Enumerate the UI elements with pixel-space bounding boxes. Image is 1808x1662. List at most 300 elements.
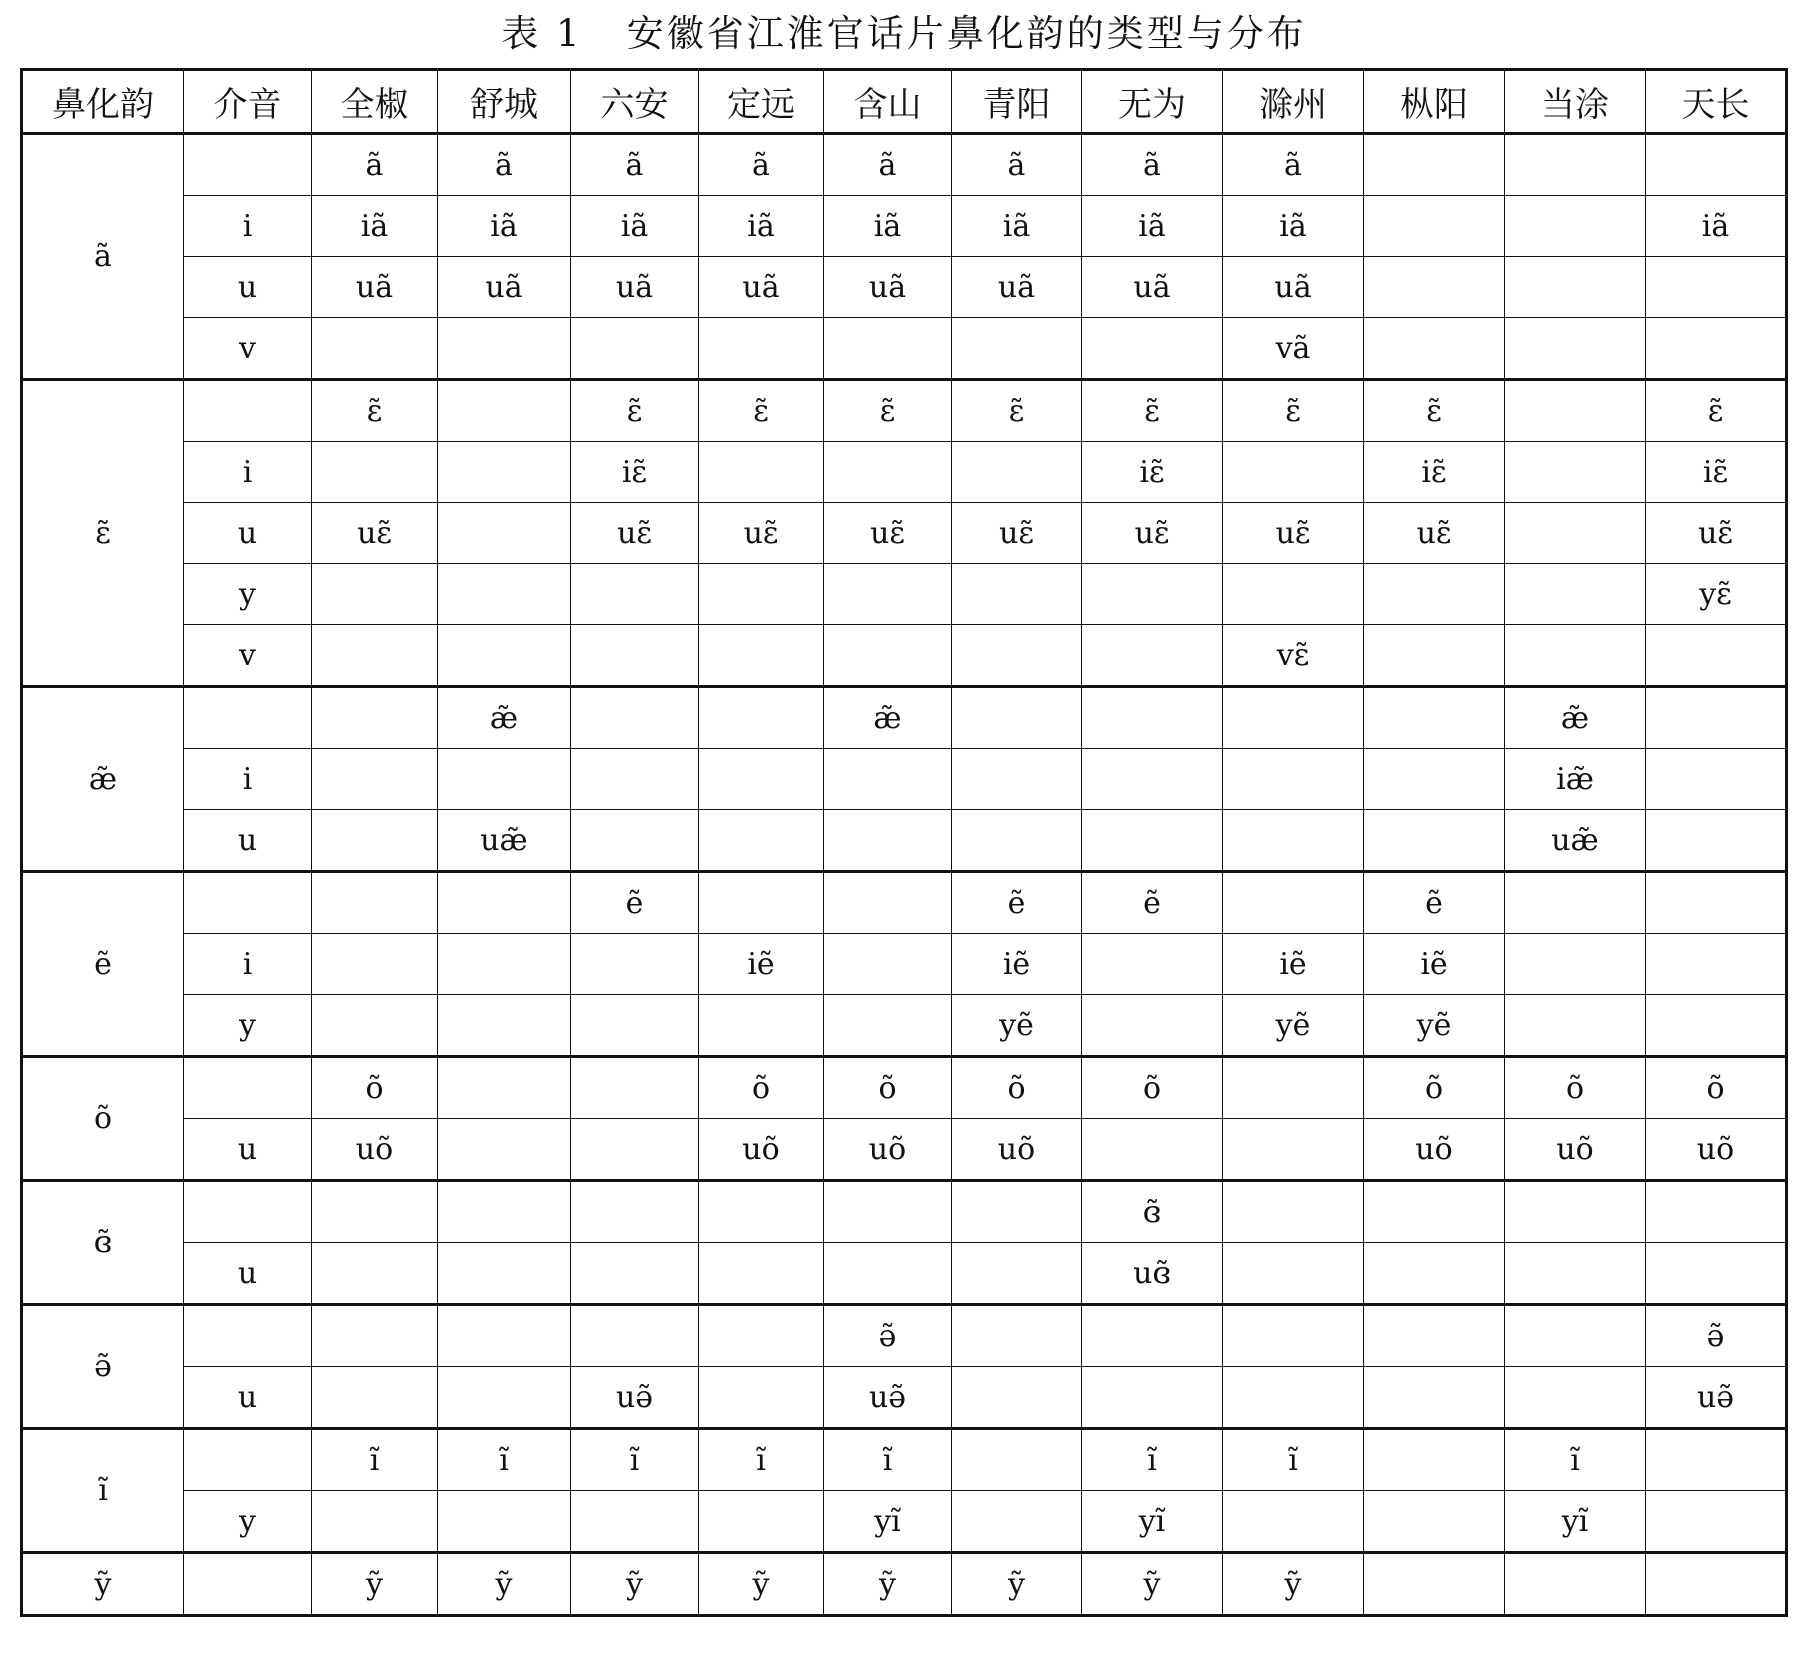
table-cell: yĩ — [1505, 1491, 1646, 1553]
table-cell: iã — [571, 196, 699, 257]
table-cell — [1505, 380, 1646, 442]
table-cell: yẽ — [952, 995, 1082, 1057]
nasal-final-label: ẽ — [22, 872, 184, 1057]
table-cell — [1364, 1181, 1505, 1243]
nasal-final-label: æ̃ — [22, 687, 184, 872]
table-cell: ỹ — [699, 1553, 824, 1616]
table-cell: uã — [1223, 257, 1364, 318]
table-cell — [438, 1181, 571, 1243]
table-cell — [1505, 1181, 1646, 1243]
table-cell: uõ — [312, 1119, 438, 1181]
table-cell — [1223, 1243, 1364, 1305]
table-cell — [952, 1429, 1082, 1491]
table-cell — [312, 1367, 438, 1429]
table-cell — [1082, 687, 1223, 749]
table-cell: ɛ̃ — [1364, 380, 1505, 442]
table-cell: ɛ̃ — [1082, 380, 1223, 442]
table-cell — [1082, 625, 1223, 687]
table-row — [22, 442, 1787, 503]
table-cell: uõ — [1505, 1119, 1646, 1181]
table-cell — [699, 810, 824, 872]
table-cell — [1646, 1553, 1787, 1616]
table-cell — [312, 625, 438, 687]
medial-cell — [184, 1057, 312, 1119]
table-cell — [312, 872, 438, 934]
table-row — [22, 1367, 1787, 1429]
table-cell — [699, 1181, 824, 1243]
table-cell: õ — [1082, 1057, 1223, 1119]
table-cell: ɛ̃ — [312, 380, 438, 442]
table-cell: yẽ — [1223, 995, 1364, 1057]
table-cell — [824, 749, 952, 810]
table-cell — [312, 1243, 438, 1305]
table-header-row — [22, 70, 1787, 134]
medial-cell: v — [184, 318, 312, 380]
table-cell: iã — [699, 196, 824, 257]
table-cell: uã — [699, 257, 824, 318]
table-cell — [824, 1181, 952, 1243]
table-cell: uã — [312, 257, 438, 318]
table-cell: uã — [824, 257, 952, 318]
table-row — [22, 1057, 1787, 1119]
table-cell — [1223, 442, 1364, 503]
medial-cell — [184, 1429, 312, 1491]
table-cell: ã — [1082, 134, 1223, 196]
table-cell: uõ — [824, 1119, 952, 1181]
table-cell: ỹ — [824, 1553, 952, 1616]
table-cell — [1364, 1553, 1505, 1616]
table-cell — [699, 687, 824, 749]
table-cell: ã — [438, 134, 571, 196]
table-cell — [571, 1243, 699, 1305]
table-cell — [699, 564, 824, 625]
table-cell — [438, 564, 571, 625]
table-cell: iæ̃ — [1505, 749, 1646, 810]
table-cell: iẽ — [1364, 934, 1505, 995]
table-cell — [1223, 1491, 1364, 1553]
table-cell: ẽ — [571, 872, 699, 934]
table-cell: ĩ — [1082, 1429, 1223, 1491]
nasal-final-label: ã — [22, 134, 184, 380]
table-row — [22, 503, 1787, 564]
table-cell — [699, 1305, 824, 1367]
table-cell — [1082, 318, 1223, 380]
table-cell — [1505, 503, 1646, 564]
table-cell — [438, 934, 571, 995]
table-cell: uɞ̃ — [1082, 1243, 1223, 1305]
table-cell — [824, 318, 952, 380]
table-cell — [824, 810, 952, 872]
table-row — [22, 564, 1787, 625]
table-cell — [571, 810, 699, 872]
table-cell — [1505, 257, 1646, 318]
table-cell: ĩ — [824, 1429, 952, 1491]
table-cell: iã — [824, 196, 952, 257]
table-cell — [312, 318, 438, 380]
table-cell: ẽ — [1364, 872, 1505, 934]
table-cell: uæ̃ — [438, 810, 571, 872]
table-cell: uõ — [699, 1119, 824, 1181]
table-cell: ɛ̃ — [571, 380, 699, 442]
table-cell — [1364, 687, 1505, 749]
table-cell — [1646, 257, 1787, 318]
table-cell: uɛ̃ — [312, 503, 438, 564]
table-cell: iã — [312, 196, 438, 257]
nasal-final-label: ĩ — [22, 1429, 184, 1553]
table-cell — [312, 934, 438, 995]
header-dialect: 枞阳 — [1364, 70, 1505, 134]
table-cell — [1646, 318, 1787, 380]
table-cell — [1364, 1367, 1505, 1429]
table-cell — [1505, 442, 1646, 503]
header-dialect: 天长 — [1646, 70, 1787, 134]
table-cell: õ — [1646, 1057, 1787, 1119]
table-cell — [699, 1367, 824, 1429]
table-cell — [952, 442, 1082, 503]
table-cell — [1082, 1119, 1223, 1181]
table-cell — [1505, 995, 1646, 1057]
table-cell: iɛ̃ — [1364, 442, 1505, 503]
table-cell — [1223, 564, 1364, 625]
table-cell: uɛ̃ — [699, 503, 824, 564]
table-cell — [1646, 687, 1787, 749]
table-cell: ĩ — [1223, 1429, 1364, 1491]
table-cell — [824, 564, 952, 625]
table-cell: uɛ̃ — [1364, 503, 1505, 564]
table-cell — [699, 1491, 824, 1553]
table-cell — [952, 318, 1082, 380]
table-cell — [571, 1305, 699, 1367]
table-cell: ỹ — [438, 1553, 571, 1616]
table-cell: uɛ̃ — [1082, 503, 1223, 564]
table-cell: ã — [824, 134, 952, 196]
header-medial: 介音 — [184, 70, 312, 134]
table-cell — [438, 1491, 571, 1553]
medial-cell — [184, 1181, 312, 1243]
table-cell — [571, 934, 699, 995]
table-cell: õ — [1505, 1057, 1646, 1119]
table-cell: ɛ̃ — [1223, 380, 1364, 442]
table-cell — [571, 1057, 699, 1119]
table-row — [22, 318, 1787, 380]
table-cell: iã — [1646, 196, 1787, 257]
table-cell: yẽ — [1364, 995, 1505, 1057]
table-cell — [824, 625, 952, 687]
table-cell — [1082, 749, 1223, 810]
medial-cell: u — [184, 1367, 312, 1429]
table-cell — [1646, 749, 1787, 810]
table-cell: ĩ — [571, 1429, 699, 1491]
table-cell — [1505, 564, 1646, 625]
table-cell: iẽ — [952, 934, 1082, 995]
table-cell — [824, 934, 952, 995]
header-dialect: 无为 — [1082, 70, 1223, 134]
table-cell — [312, 1305, 438, 1367]
table-cell: uõ — [1364, 1119, 1505, 1181]
table-cell — [571, 1119, 699, 1181]
table-row — [22, 380, 1787, 442]
table-cell — [824, 442, 952, 503]
table-row — [22, 1491, 1787, 1553]
table-cell — [952, 1181, 1082, 1243]
table-cell — [438, 749, 571, 810]
table-cell — [952, 1243, 1082, 1305]
nasal-final-label: ỹ — [22, 1553, 184, 1616]
header-dialect: 全椒 — [312, 70, 438, 134]
table-cell — [699, 1243, 824, 1305]
table-cell: iẽ — [1223, 934, 1364, 995]
table-cell — [571, 1491, 699, 1553]
table-cell — [952, 749, 1082, 810]
table-cell — [1505, 318, 1646, 380]
medial-cell: i — [184, 442, 312, 503]
table-row — [22, 625, 1787, 687]
table-cell — [699, 995, 824, 1057]
table-cell — [1505, 1553, 1646, 1616]
table-cell — [699, 625, 824, 687]
medial-cell: y — [184, 995, 312, 1057]
header-dialect: 含山 — [824, 70, 952, 134]
table-cell: ã — [312, 134, 438, 196]
table-cell: ĩ — [438, 1429, 571, 1491]
table-cell: vɛ̃ — [1223, 625, 1364, 687]
medial-cell: i — [184, 196, 312, 257]
table-cell: uæ̃ — [1505, 810, 1646, 872]
table-cell — [312, 1491, 438, 1553]
header-nasal-final: 鼻化韵 — [22, 70, 184, 134]
table-cell: uõ — [1646, 1119, 1787, 1181]
table-cell — [1505, 1243, 1646, 1305]
table-cell — [1082, 995, 1223, 1057]
table-cell — [1364, 1491, 1505, 1553]
table-cell — [571, 995, 699, 1057]
table-cell: uə̃ — [824, 1367, 952, 1429]
table-title: 表 1 安徽省江淮官话片鼻化韵的类型与分布 — [501, 12, 1307, 55]
medial-cell: u — [184, 503, 312, 564]
table-cell — [1223, 1119, 1364, 1181]
table-cell — [1082, 1367, 1223, 1429]
table-cell: uɛ̃ — [1223, 503, 1364, 564]
table-cell: iẽ — [699, 934, 824, 995]
medial-cell: y — [184, 564, 312, 625]
table-cell — [438, 1243, 571, 1305]
table-cell — [438, 318, 571, 380]
header-dialect: 滁州 — [1223, 70, 1364, 134]
medial-cell — [184, 687, 312, 749]
medial-cell — [184, 1305, 312, 1367]
table-cell — [571, 1181, 699, 1243]
table-cell — [1364, 564, 1505, 625]
table-cell: ə̃ — [1646, 1305, 1787, 1367]
table-row — [22, 1181, 1787, 1243]
table-cell — [571, 625, 699, 687]
table-cell — [571, 687, 699, 749]
table-cell — [952, 564, 1082, 625]
table-cell: uə̃ — [1646, 1367, 1787, 1429]
medial-cell — [184, 134, 312, 196]
table-cell — [438, 1057, 571, 1119]
table-cell: ã — [952, 134, 1082, 196]
medial-cell: u — [184, 257, 312, 318]
table-cell: ẽ — [952, 872, 1082, 934]
medial-cell: u — [184, 1119, 312, 1181]
table-cell: uɛ̃ — [1646, 503, 1787, 564]
table-cell: uã — [438, 257, 571, 318]
table-cell — [952, 1491, 1082, 1553]
table-row — [22, 257, 1787, 318]
table-cell — [1364, 1429, 1505, 1491]
table-cell: ã — [699, 134, 824, 196]
table-cell — [1505, 934, 1646, 995]
table-cell: ĩ — [699, 1429, 824, 1491]
table-row — [22, 1243, 1787, 1305]
table-cell: æ̃ — [1505, 687, 1646, 749]
table-row — [22, 1305, 1787, 1367]
table-cell — [1364, 196, 1505, 257]
table-cell — [438, 995, 571, 1057]
table-cell — [1223, 1305, 1364, 1367]
medial-cell — [184, 872, 312, 934]
medial-cell: u — [184, 1243, 312, 1305]
medial-cell: u — [184, 810, 312, 872]
table-row — [22, 995, 1787, 1057]
table-row — [22, 1119, 1787, 1181]
table-cell — [1364, 749, 1505, 810]
table-cell: uã — [1082, 257, 1223, 318]
table-cell: uã — [952, 257, 1082, 318]
table-cell — [1082, 564, 1223, 625]
table-row — [22, 687, 1787, 749]
table-cell — [1364, 810, 1505, 872]
table-cell: ɛ̃ — [952, 380, 1082, 442]
nasal-final-label: ə̃ — [22, 1305, 184, 1429]
table-cell — [438, 1305, 571, 1367]
table-cell — [699, 872, 824, 934]
header-dialect: 舒城 — [438, 70, 571, 134]
table-cell: yɛ̃ — [1646, 564, 1787, 625]
table-cell: iã — [1223, 196, 1364, 257]
table-cell — [1364, 625, 1505, 687]
nasal-finals-table — [20, 68, 1788, 1617]
table-cell — [438, 503, 571, 564]
medial-cell — [184, 1553, 312, 1616]
table-cell: uɛ̃ — [952, 503, 1082, 564]
table-cell: iɛ̃ — [571, 442, 699, 503]
nasal-final-label: ɛ̃ — [22, 380, 184, 687]
table-cell — [1364, 318, 1505, 380]
nasal-final-label: ɞ̃ — [22, 1181, 184, 1305]
table-cell — [1082, 934, 1223, 995]
table-cell: ə̃ — [824, 1305, 952, 1367]
table-cell: ã — [571, 134, 699, 196]
table-cell — [1364, 1305, 1505, 1367]
table-cell: vã — [1223, 318, 1364, 380]
table-cell — [312, 749, 438, 810]
table-cell — [1646, 625, 1787, 687]
table-cell: yĩ — [824, 1491, 952, 1553]
table-cell — [312, 442, 438, 503]
nasal-final-label: õ — [22, 1057, 184, 1181]
table-cell: æ̃ — [438, 687, 571, 749]
table-cell — [1646, 995, 1787, 1057]
table-cell — [1223, 810, 1364, 872]
table-cell: iã — [952, 196, 1082, 257]
table-cell — [438, 625, 571, 687]
table-cell — [1082, 1305, 1223, 1367]
medial-cell — [184, 380, 312, 442]
table-cell — [1505, 872, 1646, 934]
table-cell — [1505, 134, 1646, 196]
table-cell — [952, 810, 1082, 872]
table-cell — [1646, 872, 1787, 934]
table-cell — [952, 1367, 1082, 1429]
table-row — [22, 934, 1787, 995]
table-cell — [312, 687, 438, 749]
table-cell — [312, 1181, 438, 1243]
table-cell — [312, 995, 438, 1057]
table-cell — [824, 1243, 952, 1305]
table-cell: ĩ — [1505, 1429, 1646, 1491]
table-cell — [571, 749, 699, 810]
table-cell — [438, 442, 571, 503]
table-cell: ỹ — [952, 1553, 1082, 1616]
table-cell: ỹ — [571, 1553, 699, 1616]
table-cell — [1364, 1243, 1505, 1305]
table-cell: iã — [438, 196, 571, 257]
table-cell: iɛ̃ — [1646, 442, 1787, 503]
table-cell: ɛ̃ — [1646, 380, 1787, 442]
table-cell: ĩ — [312, 1429, 438, 1491]
table-cell — [699, 749, 824, 810]
table-row — [22, 134, 1787, 196]
table-cell — [1646, 1243, 1787, 1305]
table-cell — [1505, 196, 1646, 257]
header-dialect: 当涂 — [1505, 70, 1646, 134]
medial-cell: i — [184, 934, 312, 995]
medial-cell: v — [184, 625, 312, 687]
table-cell — [1223, 872, 1364, 934]
table-cell — [1505, 625, 1646, 687]
table-cell — [1223, 687, 1364, 749]
table-cell: uə̃ — [571, 1367, 699, 1429]
table-cell: õ — [1364, 1057, 1505, 1119]
table-cell — [438, 872, 571, 934]
table-cell — [1223, 1367, 1364, 1429]
table-cell: ɛ̃ — [699, 380, 824, 442]
header-dialect: 定远 — [699, 70, 824, 134]
table-cell — [1223, 1057, 1364, 1119]
table-cell — [312, 564, 438, 625]
table-cell: yĩ — [1082, 1491, 1223, 1553]
table-cell: uã — [571, 257, 699, 318]
table-cell — [571, 564, 699, 625]
table-cell — [312, 810, 438, 872]
table-cell — [1646, 934, 1787, 995]
header-dialect: 青阳 — [952, 70, 1082, 134]
table-cell — [571, 318, 699, 380]
table-cell — [1223, 749, 1364, 810]
table-cell: uõ — [952, 1119, 1082, 1181]
table-cell: ɞ̃ — [1082, 1181, 1223, 1243]
table-cell — [438, 1119, 571, 1181]
table-cell: æ̃ — [824, 687, 952, 749]
table-cell: ỹ — [1223, 1553, 1364, 1616]
table-cell: õ — [699, 1057, 824, 1119]
table-cell: ỹ — [1082, 1553, 1223, 1616]
table-cell: iã — [1082, 196, 1223, 257]
table-cell — [699, 442, 824, 503]
table-cell — [1364, 134, 1505, 196]
